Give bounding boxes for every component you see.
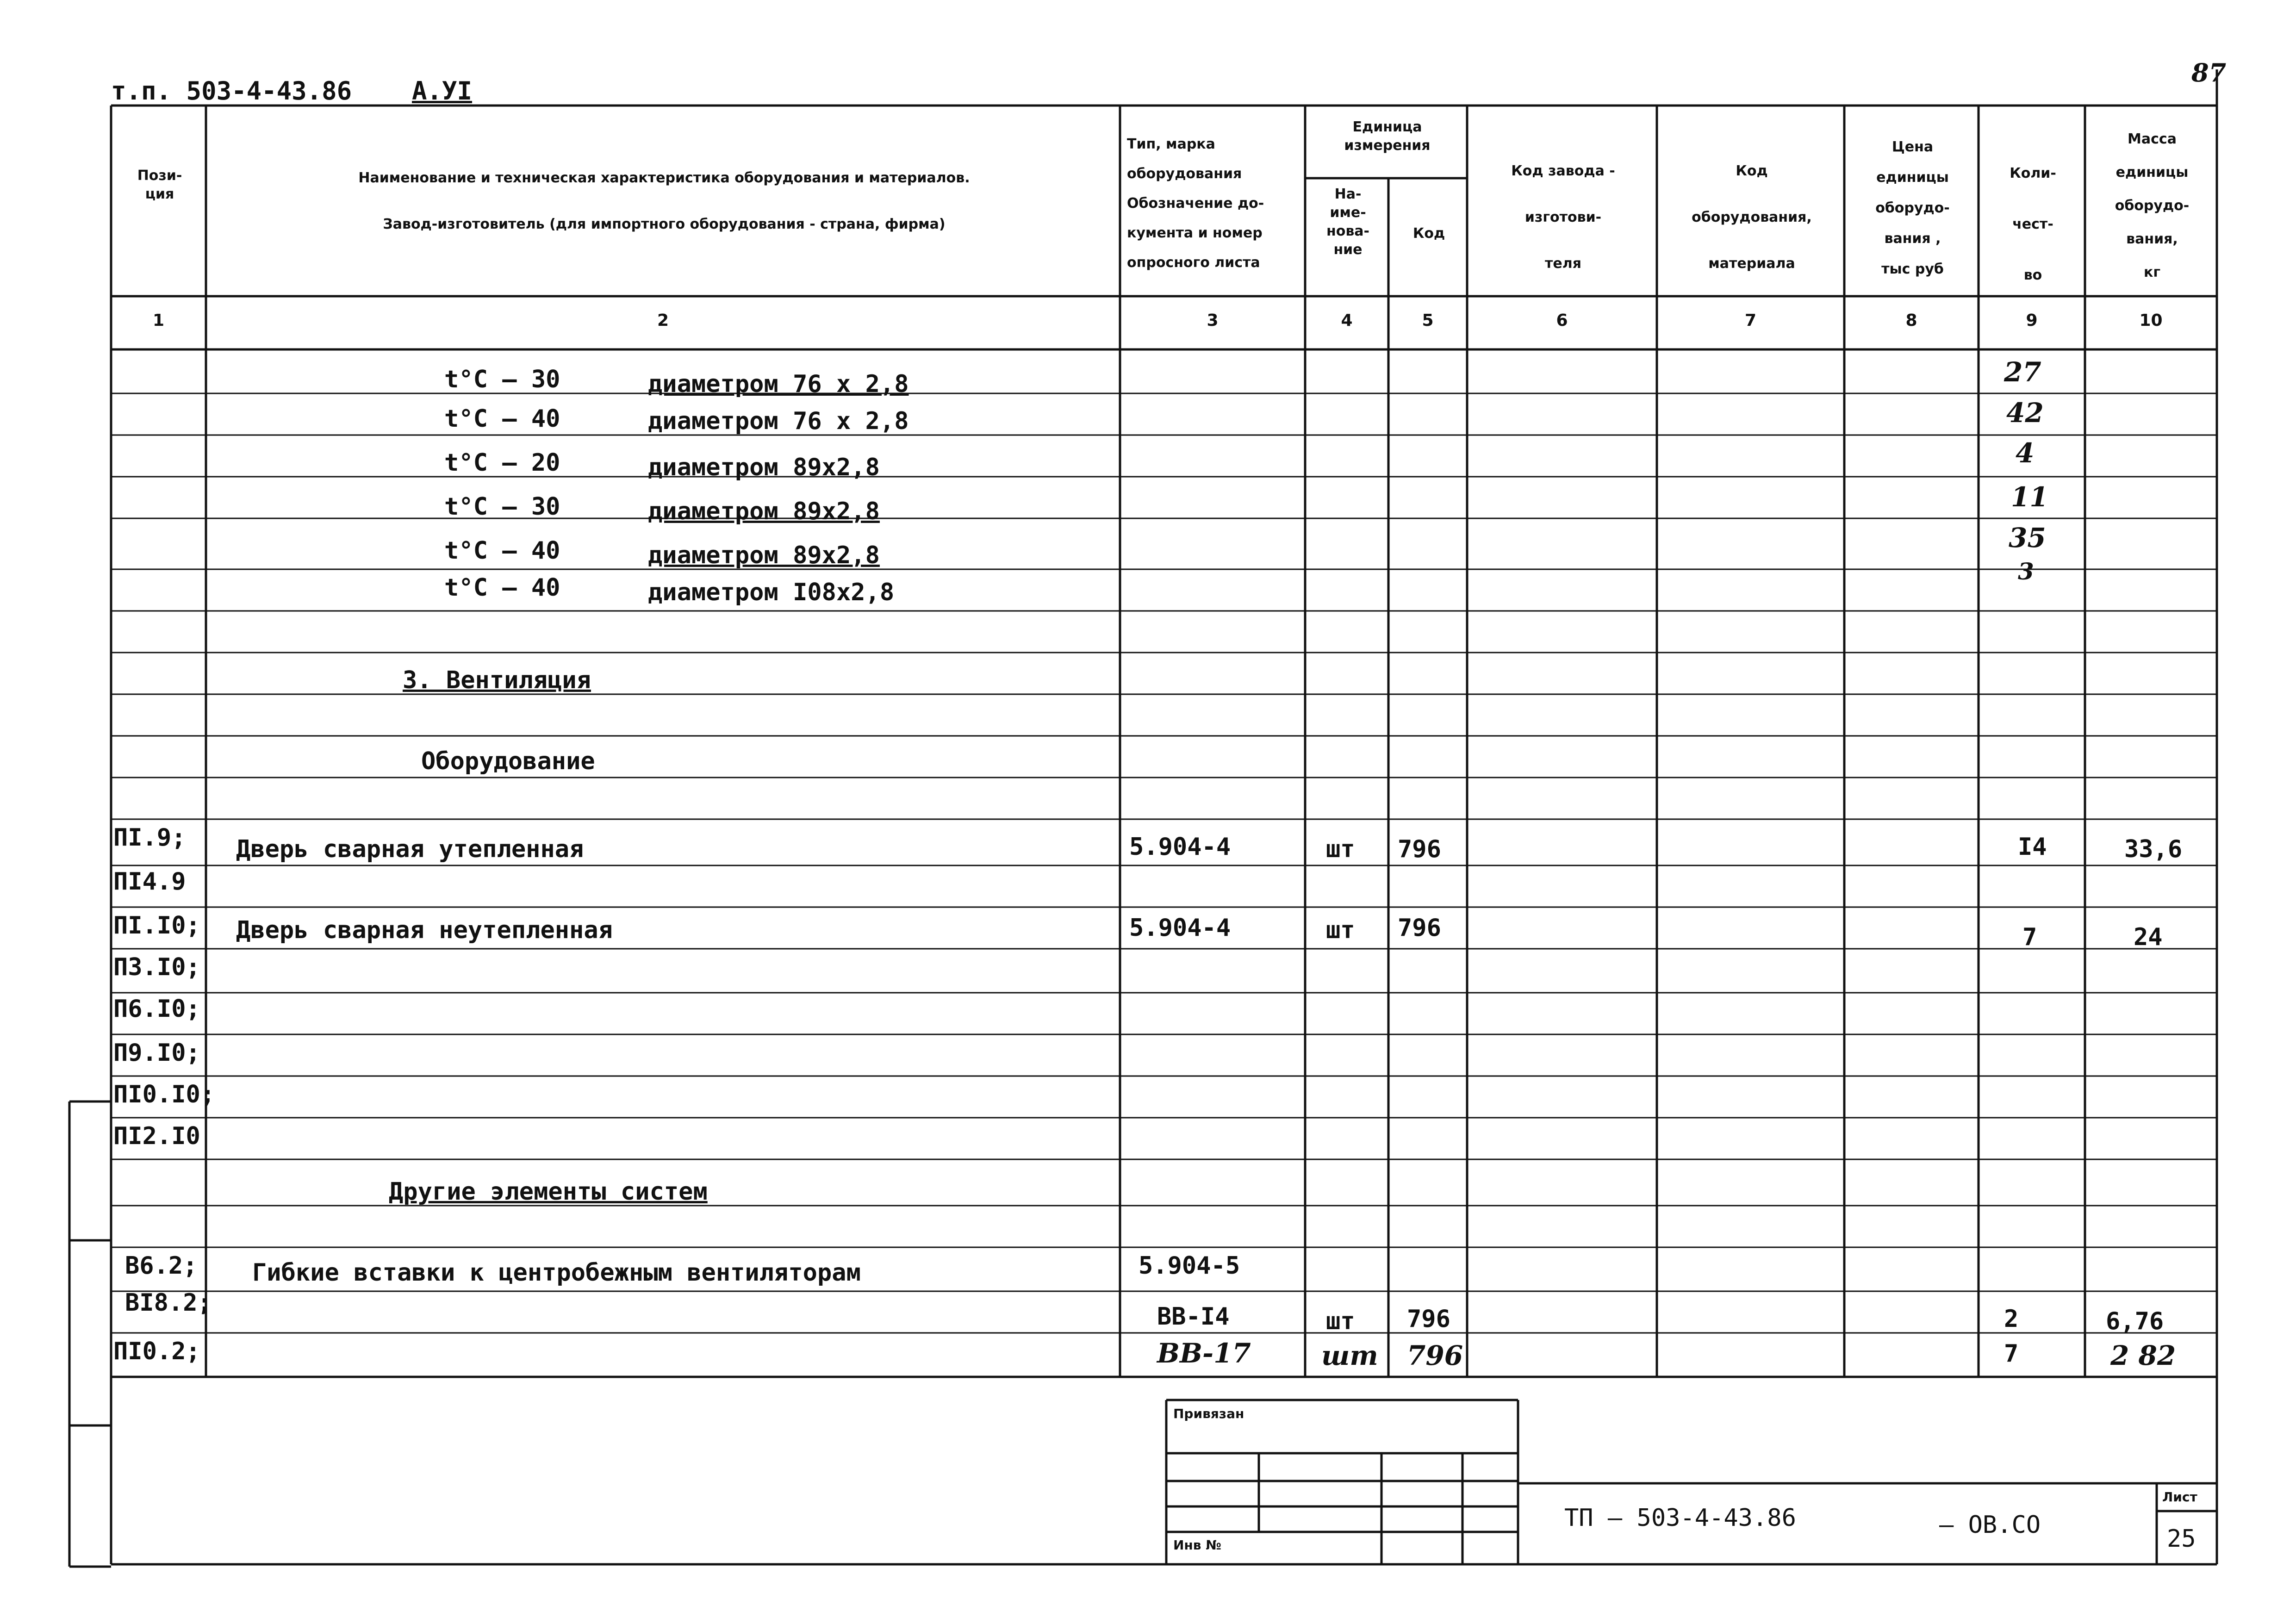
header-unit-group: Единица измерения <box>1344 119 1431 154</box>
door-mass-2: 24 <box>2134 923 2163 951</box>
door-qty-2: 7 <box>2022 923 2037 951</box>
header-price: Цена единицы оборудо- вания , тыс руб <box>1875 139 1950 277</box>
col-num-3: 3 <box>1207 311 1219 330</box>
col-num-9: 9 <box>2026 311 2038 330</box>
extra-pos-4: П9.I0; <box>113 1039 200 1067</box>
extra-pos-3: П6.I0; <box>113 995 200 1023</box>
extra-pos-5: ПI0.I0; <box>113 1081 215 1108</box>
insert-name: Гибкие вставки к центробежным вентиляторам <box>252 1259 861 1287</box>
col-num-2: 2 <box>657 311 669 330</box>
section-title: 3. Вентиляция <box>403 666 591 694</box>
insert-row-code-1: 796 <box>1407 1305 1450 1333</box>
insert-row-mass-1: 6,76 <box>2106 1307 2164 1335</box>
stamp-sheet-label: Лист <box>2162 1489 2197 1505</box>
stamp-inv-label: Инв № <box>1173 1537 1221 1553</box>
col-num-7: 7 <box>1744 311 1757 330</box>
col-num-10: 10 <box>2139 311 2163 330</box>
header-type: Тип, марка оборудования Обозначение до- кумента и номер опросного листа <box>1127 136 1264 271</box>
door-unit-1: шт <box>1326 835 1355 863</box>
pipe-desc-6: диаметром I08х2,8 <box>648 579 895 606</box>
subsection-equipment: Оборудование <box>421 747 595 775</box>
door-type-1: 5.904-4 <box>1129 833 1231 861</box>
col-num-6: 6 <box>1556 311 1568 330</box>
insert-pos: В6.2; <box>125 1252 198 1280</box>
pipe-temp-6: t°C – 40 <box>444 574 560 602</box>
insert-row-pos-1: ВI8.2; <box>125 1289 212 1317</box>
pipe-desc-5: диаметром 89х2,8 <box>648 541 880 569</box>
header-name: Наименование и техническая характеристика оборудования и материалов. Завод-изготовитель (для импортного оборудования - страна, фирма) <box>358 170 970 232</box>
pipe-temp-4: t°C – 30 <box>444 493 560 521</box>
header-position: Пози- ция <box>137 168 182 202</box>
insert-row-pos-2: ПI0.2; <box>113 1338 200 1365</box>
pipe-desc-1: диаметром 76 х 2,8 <box>648 370 909 398</box>
door-pos-2: ПI.I0; <box>113 912 200 940</box>
header-equipment-code: Код оборудования, материала <box>1692 163 1812 272</box>
pipe-qty-1: 27 <box>2004 356 2041 388</box>
insert-row-type-1: ВВ-I4 <box>1157 1303 1230 1331</box>
door-name-2: Дверь сварная неутепленная <box>236 916 613 944</box>
door-pos-1: ПI.9; <box>113 824 186 852</box>
header-unit-name: На- име- нова- ние <box>1326 186 1370 258</box>
insert-type: 5.904-5 <box>1139 1252 1240 1280</box>
door-type-2: 5.904-4 <box>1129 914 1231 942</box>
pipe-temp-5: t°C – 40 <box>444 537 560 565</box>
col-num-4: 4 <box>1341 311 1353 330</box>
header-quantity: Коли- чест- во <box>2010 165 2056 283</box>
stamp-doc-code: ТП – 503-4-43.86 <box>1564 1504 1796 1532</box>
header-mass: Масса единицы оборудо- вания, кг <box>2115 131 2190 280</box>
pipe-qty-6: 3 <box>2018 558 2034 585</box>
door-name-1: Дверь сварная утепленная <box>236 835 584 863</box>
door-code-2: 796 <box>1398 914 1441 942</box>
insert-row-type-2: ВВ-17 <box>1157 1338 1251 1369</box>
insert-row-mass-2: 2 82 <box>2110 1340 2176 1371</box>
pipe-desc-4: диаметром 89х2,8 <box>648 498 880 525</box>
col-num-1: 1 <box>152 311 165 330</box>
insert-row-qty-1: 2 <box>2004 1305 2019 1333</box>
doc-ref-label: т.п. 503-4-43.86 <box>111 76 352 106</box>
pipe-qty-4: 11 <box>2011 481 2048 513</box>
door-qty-1: I4 <box>2018 833 2047 861</box>
pipe-temp-1: t°C – 30 <box>444 366 560 393</box>
door-code-1: 796 <box>1398 835 1441 863</box>
stamp-doc-suffix: – ОВ.СО <box>1939 1511 2041 1539</box>
subsection-other: Другие элементы систем <box>389 1178 708 1206</box>
album-label: А.УI <box>412 76 473 106</box>
insert-row-unit-2: шт <box>1321 1340 1378 1371</box>
insert-row-unit-1: шт <box>1326 1307 1355 1335</box>
corner-page-number: 87 <box>2191 58 2227 87</box>
col-num-8: 8 <box>1905 311 1917 330</box>
header-maker-code: Код завода - изготови- теля <box>1511 163 1615 272</box>
pipe-temp-3: t°C – 20 <box>444 449 560 477</box>
pipe-qty-3: 4 <box>2016 437 2035 469</box>
pipe-temp-2: t°C – 40 <box>444 405 560 433</box>
stamp-sheet-number: 25 <box>2167 1525 2196 1553</box>
insert-row-qty-2: 7 <box>2004 1340 2019 1368</box>
col-num-5: 5 <box>1422 311 1434 330</box>
pipe-qty-2: 42 <box>2006 397 2044 429</box>
stamp-attached-label: Привязан <box>1173 1406 1244 1421</box>
extra-pos-1: ПI4.9 <box>113 868 186 896</box>
header-unit-code: Код <box>1412 225 1445 242</box>
insert-row-code-2: 796 <box>1407 1340 1463 1371</box>
pipe-qty-5: 35 <box>2009 522 2046 554</box>
door-unit-2: шт <box>1326 916 1355 944</box>
extra-pos-6: ПI2.I0 <box>113 1122 200 1150</box>
extra-pos-2: П3.I0; <box>113 953 200 981</box>
door-mass-1: 33,6 <box>2124 835 2183 863</box>
pipe-desc-3: диаметром 89х2,8 <box>648 454 880 481</box>
pipe-desc-2: диаметром 76 х 2,8 <box>648 407 909 435</box>
